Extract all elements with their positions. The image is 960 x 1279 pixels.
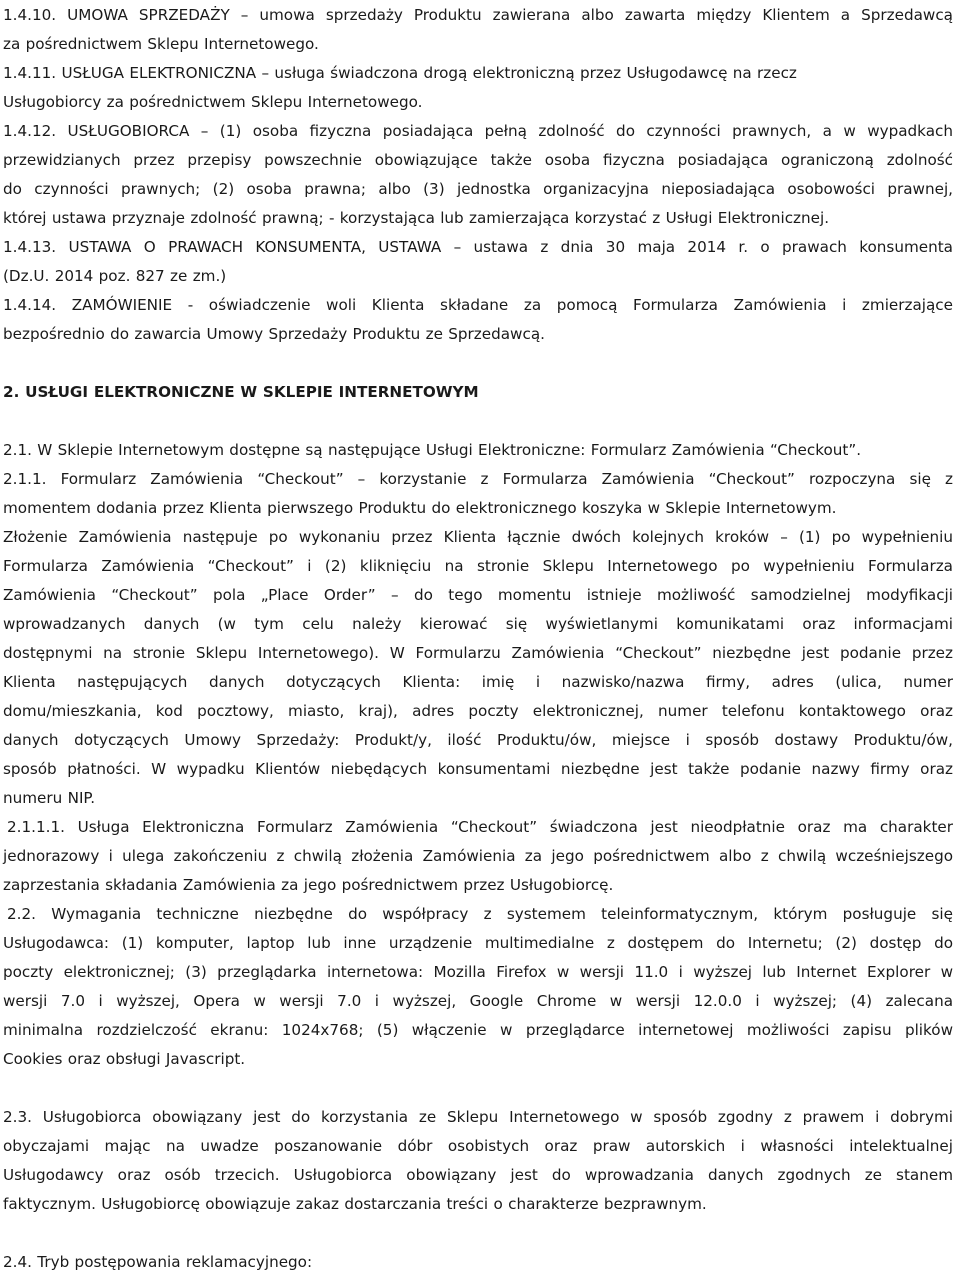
text-line: 2.1.1. Formularz Zamówienia “Checkout” – korzystanie z Formularza Zamówienia “Checkout” rozpoczyna się z (3, 470, 953, 488)
text-line: jednorazowy i ulega zakończeniu z chwilą złożenia Zamówienia za jego pośrednictwem albo z chwilą wcześniejszego (3, 847, 953, 865)
text-line: Złożenie Zamówienia następuje po wykonaniu przez Klienta łącznie dwóch kolejnych kroków – (1) po wypełnieniu (3, 528, 953, 546)
text-line: Usługodawcy oraz osób trzecich. Usługobiorca obowiązany jest do wprowadzania danych zgodnych ze stanem (3, 1166, 953, 1184)
text-line: numeru NIP. (3, 789, 96, 807)
text-line: wersji 7.0 i wyższej, Opera w wersji 7.0 i wyższej, Google Chrome w wersji 12.0.0 i wyższej; (4) zalecana (3, 992, 953, 1010)
text-line: Formularza Zamówienia “Checkout” i (2) kliknięciu na stronie Sklepu Internetowego po wypełnieniu Formularza (3, 557, 953, 575)
text-line: Klienta następujących danych dotyczących Klienta: imię i nazwisko/nazwa firmy, adres (ulica, numer (3, 673, 953, 691)
text-line: 2.1. W Sklepie Internetowym dostępne są następujące Usługi Elektroniczne: Formularz Zamówienia “Checkout”. (3, 441, 862, 459)
text-line: Usługobiorcy za pośrednictwem Sklepu Internetowego. (3, 93, 423, 111)
text-line: (Dz.U. 2014 poz. 827 ze zm.) (3, 267, 227, 285)
text-line: 1.4.11. USŁUGA ELEKTRONICZNA – usługa świadczona drogą elektroniczną przez Usługodawcę na rzecz (3, 64, 797, 82)
text-line: 1.4.12. USŁUGOBIORCA – (1) osoba fizyczna posiadająca pełną zdolność do czynności prawnych, a w wypadkach (3, 122, 953, 140)
text-line: Zamówienia “Checkout” pola „Place Order” – do tego momentu istnieje możliwość samodzielnej modyfikacji (3, 586, 953, 604)
text-line: za pośrednictwem Sklepu Internetowego. (3, 35, 319, 53)
text-line: bezpośrednio do zawarcia Umowy Sprzedaży Produktu ze Sprzedawcą. (3, 325, 545, 343)
text-line: do czynności prawnych; (2) osoba prawna; albo (3) jednostka organizacyjna nieposiadająca osobowości prawnej, (3, 180, 953, 198)
text-line: obyczajami mając na uwadze poszanowanie dóbr osobistych oraz praw autorskich i własności intelektualnej (3, 1137, 953, 1155)
text-line: Usługodawca: (1) komputer, laptop lub inne urządzenie multimedialne z dostępem do Internetu; (2) dostęp do (3, 934, 953, 952)
text-line: domu/mieszkania, kod pocztowy, miasto, kraj), adres poczty elektronicznej, numer telefonu kontaktowego oraz (3, 702, 953, 720)
text-line: Cookies oraz obsługi Javascript. (3, 1050, 246, 1068)
text-line: 1.4.14. ZAMÓWIENIE - oświadczenie woli Klienta składane za pomocą Formularza Zamówienia i zmierzające (3, 296, 953, 314)
text-line: 1.4.13. USTAWA O PRAWACH KONSUMENTA, USTAWA – ustawa z dnia 30 maja 2014 r. o prawach konsumenta (3, 238, 953, 256)
section-heading: 2. USŁUGI ELEKTRONICZNE W SKLEPIE INTERNETOWYM (3, 383, 479, 401)
text-line: minimalna rozdzielczość ekranu: 1024x768; (5) włączenie w przeglądarce internetowej możliwości zapisu plików (3, 1021, 953, 1039)
text-line: przewidzianych przez przepisy powszechnie obowiązujące także osoba fizyczna posiadająca ograniczoną zdolność (3, 151, 953, 169)
text-line: 2.4. Tryb postępowania reklamacyjnego: (3, 1253, 313, 1271)
text-line: zaprzestania składania Zamówienia za jego pośrednictwem przez Usługobiorcę. (3, 876, 614, 894)
text-line: 2.1.1.1. Usługa Elektroniczna Formularz Zamówienia “Checkout” świadczona jest nieodpłatnie oraz ma charakter (7, 818, 953, 836)
text-line: momentem dodania przez Klienta pierwszego Produktu do elektronicznego koszyka w Sklepie Internetowym. (3, 499, 837, 517)
text-line: faktycznym. Usługobiorcę obowiązuje zakaz dostarczania treści o charakterze bezprawnym. (3, 1195, 707, 1213)
text-line: 2.3. Usługobiorca obowiązany jest do korzystania ze Sklepu Internetowego w sposób zgodny z prawem i dobrymi (3, 1108, 953, 1126)
text-line: której ustawa przyznaje zdolność prawną; - korzystająca lub zamierzająca korzystać z Usługi Elektronicznej. (3, 209, 830, 227)
text-line: danych dotyczących Umowy Sprzedaży: Produkt/y, ilość Produktu/ów, miejsce i sposób dostawy Produktu/ów, (3, 731, 953, 749)
text-line: wprowadzanych danych (w tym celu należy kierować się wyświetlanymi komunikatami oraz informacjami (3, 615, 953, 633)
text-line: sposób płatności. W wypadku Klientów niebędących konsumentami niezbędne jest także podanie nazwy firmy oraz (3, 760, 953, 778)
text-line: 1.4.10. UMOWA SPRZEDAŻY – umowa sprzedaży Produktu zawierana albo zawarta między Klientem a Sprzedawcą (3, 6, 953, 24)
text-line: dostępnymi na stronie Sklepu Internetowego). W Formularzu Zamówienia “Checkout” niezbędne jest podanie przez (3, 644, 953, 662)
text-line: 2.2. Wymagania techniczne niezbędne do współpracy z systemem teleinformatycznym, którym posługuje się (7, 905, 953, 923)
text-line: poczty elektronicznej; (3) przeglądarka internetowa: Mozilla Firefox w wersji 11.0 i wyższej lub Internet Explorer w (3, 963, 953, 981)
